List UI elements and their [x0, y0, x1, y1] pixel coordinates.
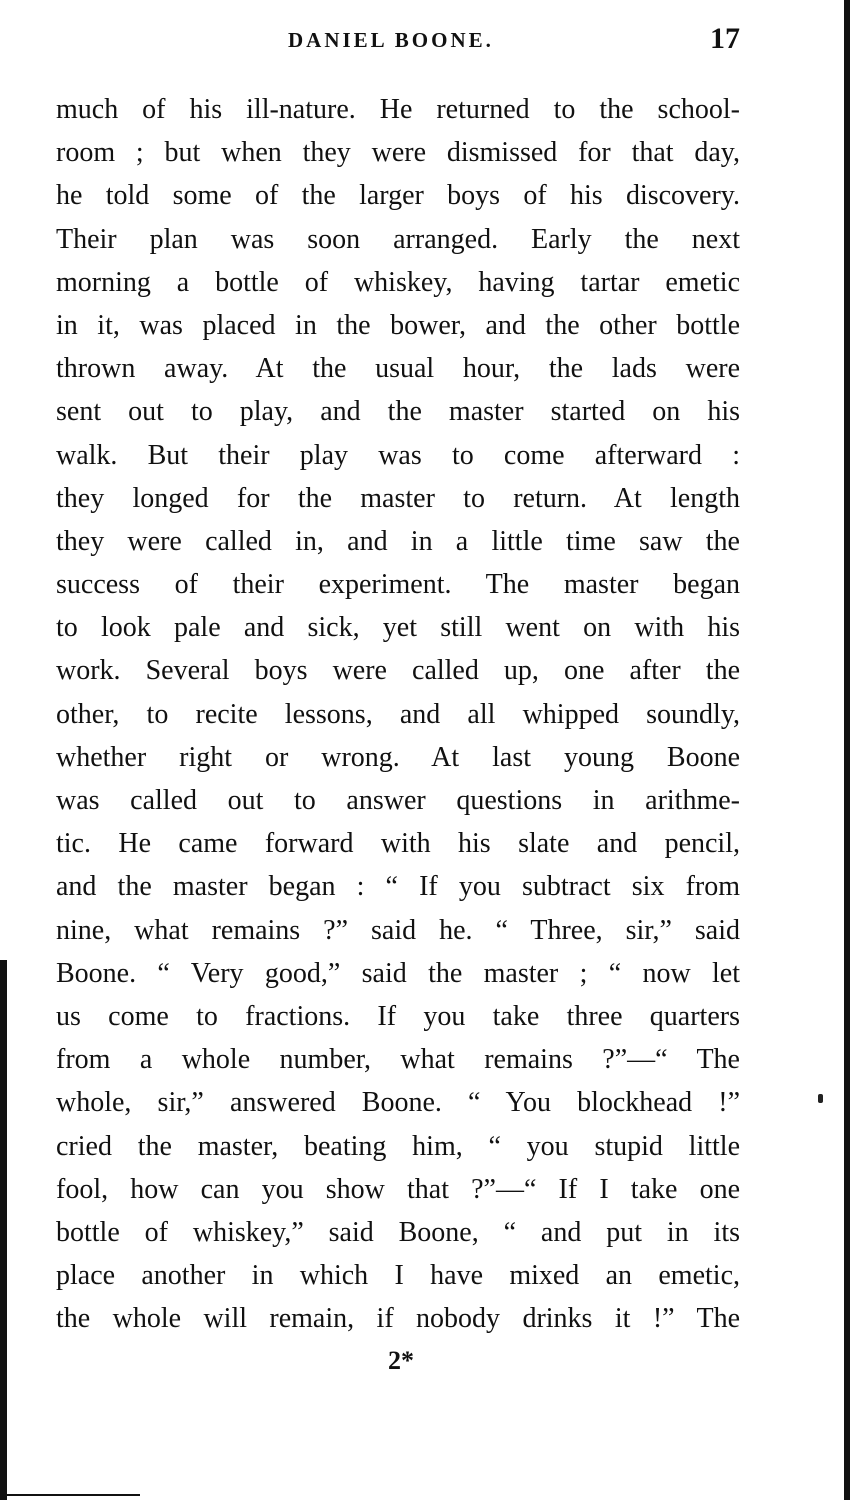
text-line-content: Their plan was soon arranged. Early the next: [56, 223, 740, 255]
text-line-content: place another in which I have mixed an emetic,: [56, 1260, 740, 1292]
text-line: [56, 606, 740, 649]
text-line: [56, 649, 740, 692]
text-line: [56, 131, 740, 174]
text-line: [56, 477, 740, 520]
text-line-content: he told some of the larger boys of his discovery.: [56, 180, 740, 212]
signature-mark: 2*: [388, 1346, 414, 1375]
text-line: [56, 736, 740, 779]
text-line-content: Boone. “ Very good,” said the master ; “ now let: [56, 957, 740, 989]
text-line: [56, 1254, 740, 1297]
text-line: [56, 434, 740, 477]
text-line-content: other, to recite lessons, and all whipped soundly,: [56, 698, 740, 730]
text-line: [56, 822, 740, 865]
text-line: [56, 1168, 740, 1211]
text-line-content: fool, how can you show that ?”—“ If I take one: [56, 1173, 740, 1205]
text-line-content: tic. He came forward with his slate and pencil,: [56, 828, 740, 860]
text-line: [56, 1038, 740, 1081]
scan-edge-shadow-left: [0, 960, 7, 1500]
page-number: 17: [710, 22, 740, 55]
text-line-content: bottle of whiskey,” said Boone, “ and put in its: [56, 1216, 740, 1248]
text-line-content: nine, what remains ?” said he. “ Three, sir,” said: [56, 914, 740, 946]
text-line-content: was called out to answer questions in arithme-: [56, 785, 740, 816]
text-line: [56, 261, 740, 304]
text-line: [56, 952, 740, 995]
text-line-content: whether right or wrong. At last young Boone: [56, 741, 740, 773]
body-text: [56, 88, 740, 1340]
text-line-content: whole, sir,” answered Boone. “ You blockhead !”: [56, 1087, 740, 1119]
text-line: [56, 1211, 740, 1254]
text-line-content: walk. But their play was to come afterward :: [56, 439, 740, 471]
text-line-content: thrown away. At the usual hour, the lads were: [56, 353, 740, 385]
text-line: [56, 693, 740, 736]
running-head: [0, 22, 850, 62]
text-line-content: in it, was placed in the bower, and the other bottle: [56, 309, 740, 341]
text-line: [56, 520, 740, 563]
ink-speck: [818, 1094, 823, 1103]
text-line: [56, 995, 740, 1038]
running-title: DANIEL BOONE.: [288, 28, 494, 52]
text-line-content: from a whole number, what remains ?”—“ The: [56, 1044, 740, 1076]
text-line: [56, 1297, 740, 1340]
text-line-content: much of his ill-nature. He returned to the school-: [56, 94, 740, 125]
scan-edge-shadow-right: [844, 0, 850, 1500]
scan-edge-rule-bottom: [0, 1494, 140, 1496]
text-line-content: room ; but when they were dismissed for that day,: [56, 137, 740, 169]
text-line-content: success of their experiment. The master began: [56, 569, 740, 601]
text-line: [56, 174, 740, 217]
text-line: [56, 218, 740, 261]
text-line-content: us come to fractions. If you take three quarters: [56, 1000, 740, 1032]
text-line: [56, 1081, 740, 1124]
text-line: [56, 909, 740, 952]
text-line-content: morning a bottle of whiskey, having tartar emetic: [56, 266, 740, 298]
text-line-content: sent out to play, and the master started on his: [56, 396, 740, 428]
text-line-content: they longed for the master to return. At length: [56, 482, 740, 514]
text-line: [56, 390, 740, 433]
text-line: [56, 88, 740, 131]
text-line: [56, 347, 740, 390]
text-line: [56, 1125, 740, 1168]
text-line-content: to look pale and sick, yet still went on with his: [56, 612, 740, 644]
text-line-content: they were called in, and in a little time saw the: [56, 525, 740, 557]
text-line: [56, 779, 740, 822]
text-line: [56, 304, 740, 347]
text-line: [56, 865, 740, 908]
text-line-content: the whole will remain, if nobody drinks it !” The: [56, 1303, 740, 1335]
text-line-content: cried the master, beating him, “ you stupid little: [56, 1130, 740, 1162]
text-line-content: and the master began : “ If you subtract six from: [56, 871, 740, 903]
text-line-content: work. Several boys were called up, one after the: [56, 655, 740, 687]
text-line: [56, 563, 740, 606]
